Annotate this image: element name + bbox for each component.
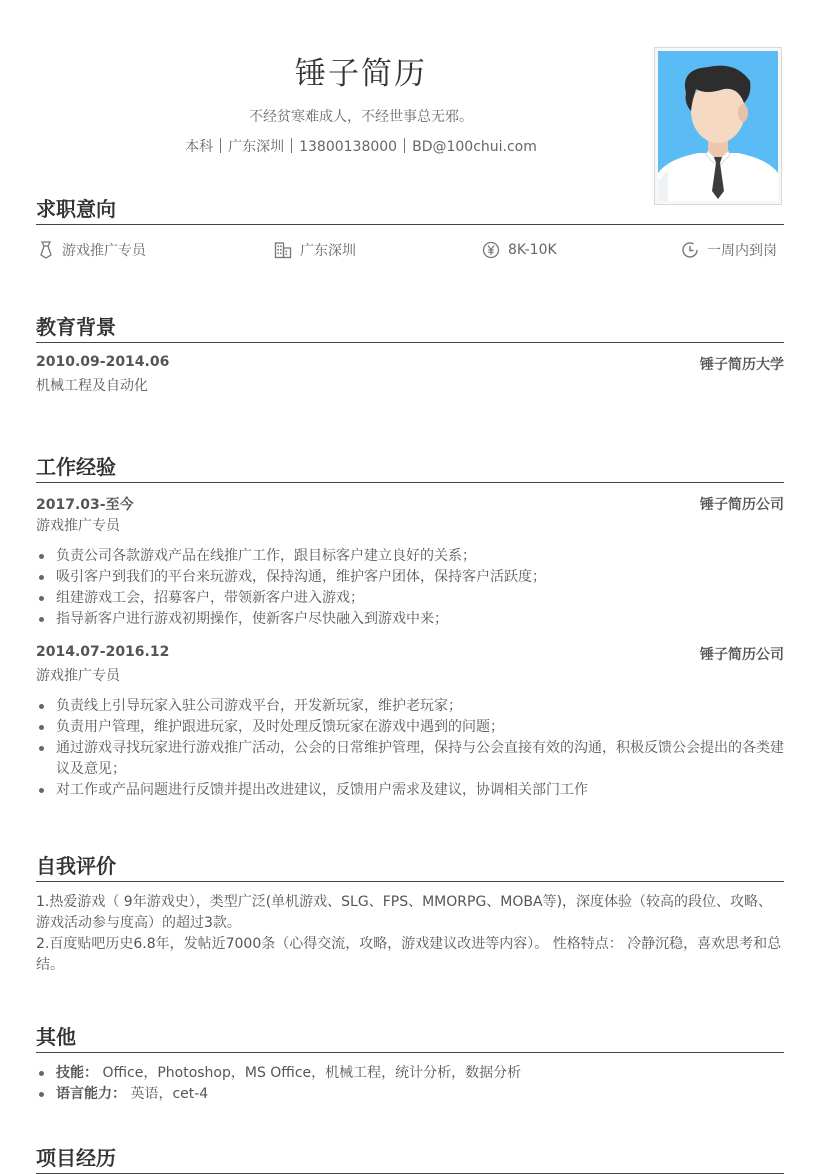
job-company: 锤子简历公司 — [700, 647, 784, 663]
list-item: 负责线上引导玩家入驻公司游戏平台，开发新玩家，维护老玩家； — [36, 696, 784, 717]
contact-divider — [404, 138, 405, 153]
section-title: 自我评价 — [36, 851, 784, 882]
yen-icon — [482, 241, 500, 259]
intent-salary-text: 8K-10K — [508, 242, 557, 258]
section-job-intent — [36, 194, 784, 265]
list-item: 组建游戏工会，招募客户，带领新客户进入游戏； — [36, 588, 784, 609]
list-item: 通过游戏寻找玩家进行游戏推广活动，公会的日常维护管理，保持与公会直接有效的沟通，积极反馈公会提出的各类建议及意见； — [36, 738, 784, 780]
intent-availability-text: 一周内到岗 — [707, 243, 777, 259]
section-self-evaluation — [36, 851, 784, 976]
list-item: 负责用户管理，维护跟进玩家，及时处理反馈玩家在游戏中遇到的问题； — [36, 717, 784, 738]
contact-email: BD@100chui.com — [412, 139, 537, 155]
contact-divider — [291, 138, 292, 153]
language-label: 语言能力： — [56, 1086, 126, 1102]
education-date: 2010.09-2014.06 — [36, 354, 170, 370]
section-title: 项目经历 — [36, 1143, 784, 1174]
candidate-motto: 不经贫寒难成人，不经世事总无邪。 — [249, 109, 473, 125]
section-title: 教育背景 — [36, 312, 784, 343]
intent-city — [274, 239, 356, 261]
job-company: 锤子简历公司 — [700, 497, 784, 513]
tie-icon — [38, 241, 54, 259]
contact-line — [36, 136, 686, 156]
list-item — [36, 1084, 784, 1105]
section-title: 工作经验 — [36, 452, 784, 483]
education-major: 机械工程及自动化 — [36, 378, 148, 394]
section-title: 求职意向 — [36, 194, 784, 225]
section-education — [36, 312, 784, 397]
job-header — [36, 644, 784, 666]
list-item: 对工作或产品问题进行反馈并提出改进建议，反馈用户需求及建议，协调相关部门工作 — [36, 780, 784, 801]
job-header — [36, 494, 784, 516]
job-duties — [36, 696, 784, 801]
contact-city: 广东深圳 — [228, 139, 285, 155]
job-date: 2017.03-至今 — [36, 497, 134, 513]
resume-header — [36, 0, 784, 180]
clock-icon — [681, 241, 699, 259]
self-eval-line: 2.百度贴吧历史6.8年，发帖近7000条（心得交流，攻略，游戏建议改进等内容）。 性格特点： 冷静沉稳，喜欢思考和总结。 — [36, 936, 782, 973]
section-work — [36, 452, 784, 801]
list-item: 吸引客户到我们的平台来玩游戏，保持沟通，维护客户团体，保持客户活跃度； — [36, 567, 784, 588]
section-projects — [36, 1143, 784, 1174]
section-other — [36, 1022, 784, 1105]
language-value: 英语，cet-4 — [130, 1086, 209, 1102]
other-list — [36, 1063, 784, 1105]
intent-position-text: 游戏推广专员 — [62, 243, 146, 259]
job-entry — [36, 494, 784, 630]
skills-value: Office，Photoshop，MS Office，机械工程，统计分析，数据分析 — [102, 1065, 522, 1081]
list-item: 负责公司各款游戏产品在线推广工作，跟目标客户建立良好的关系； — [36, 546, 784, 567]
self-eval-line: 1.热爱游戏（ 9年游戏史），类型广泛(单机游戏、SLG、FPS、MMORPG、MOBA等)，深度体验（较高的段位、攻略、游戏活动参与度高）的超过3款。 — [36, 894, 773, 931]
job-intent-row — [36, 225, 784, 265]
job-role: 游戏推广专员 — [36, 518, 120, 534]
intent-position — [38, 239, 146, 261]
job-date: 2014.07-2016.12 — [36, 644, 170, 660]
avatar-illustration — [658, 51, 778, 201]
building-icon — [274, 241, 292, 259]
contact-phone: 13800138000 — [299, 139, 398, 155]
job-role: 游戏推广专员 — [36, 668, 120, 684]
list-item — [36, 1063, 784, 1084]
profile-photo — [654, 47, 782, 205]
resume-page — [36, 0, 784, 1170]
education-school: 锤子简历大学 — [700, 357, 784, 373]
intent-salary — [482, 239, 557, 261]
contact-degree: 本科 — [185, 139, 214, 155]
candidate-name: 锤子简历 — [295, 56, 427, 92]
section-title: 其他 — [36, 1022, 784, 1053]
job-duties — [36, 546, 784, 630]
education-row — [36, 354, 784, 376]
skills-label: 技能： — [56, 1065, 98, 1081]
job-entry — [36, 644, 784, 801]
intent-availability — [681, 239, 777, 261]
contact-divider — [220, 138, 221, 153]
list-item: 指导新客户进行游戏初期操作，使新客户尽快融入到游戏中来； — [36, 609, 784, 630]
intent-city-text: 广东深圳 — [300, 243, 356, 259]
